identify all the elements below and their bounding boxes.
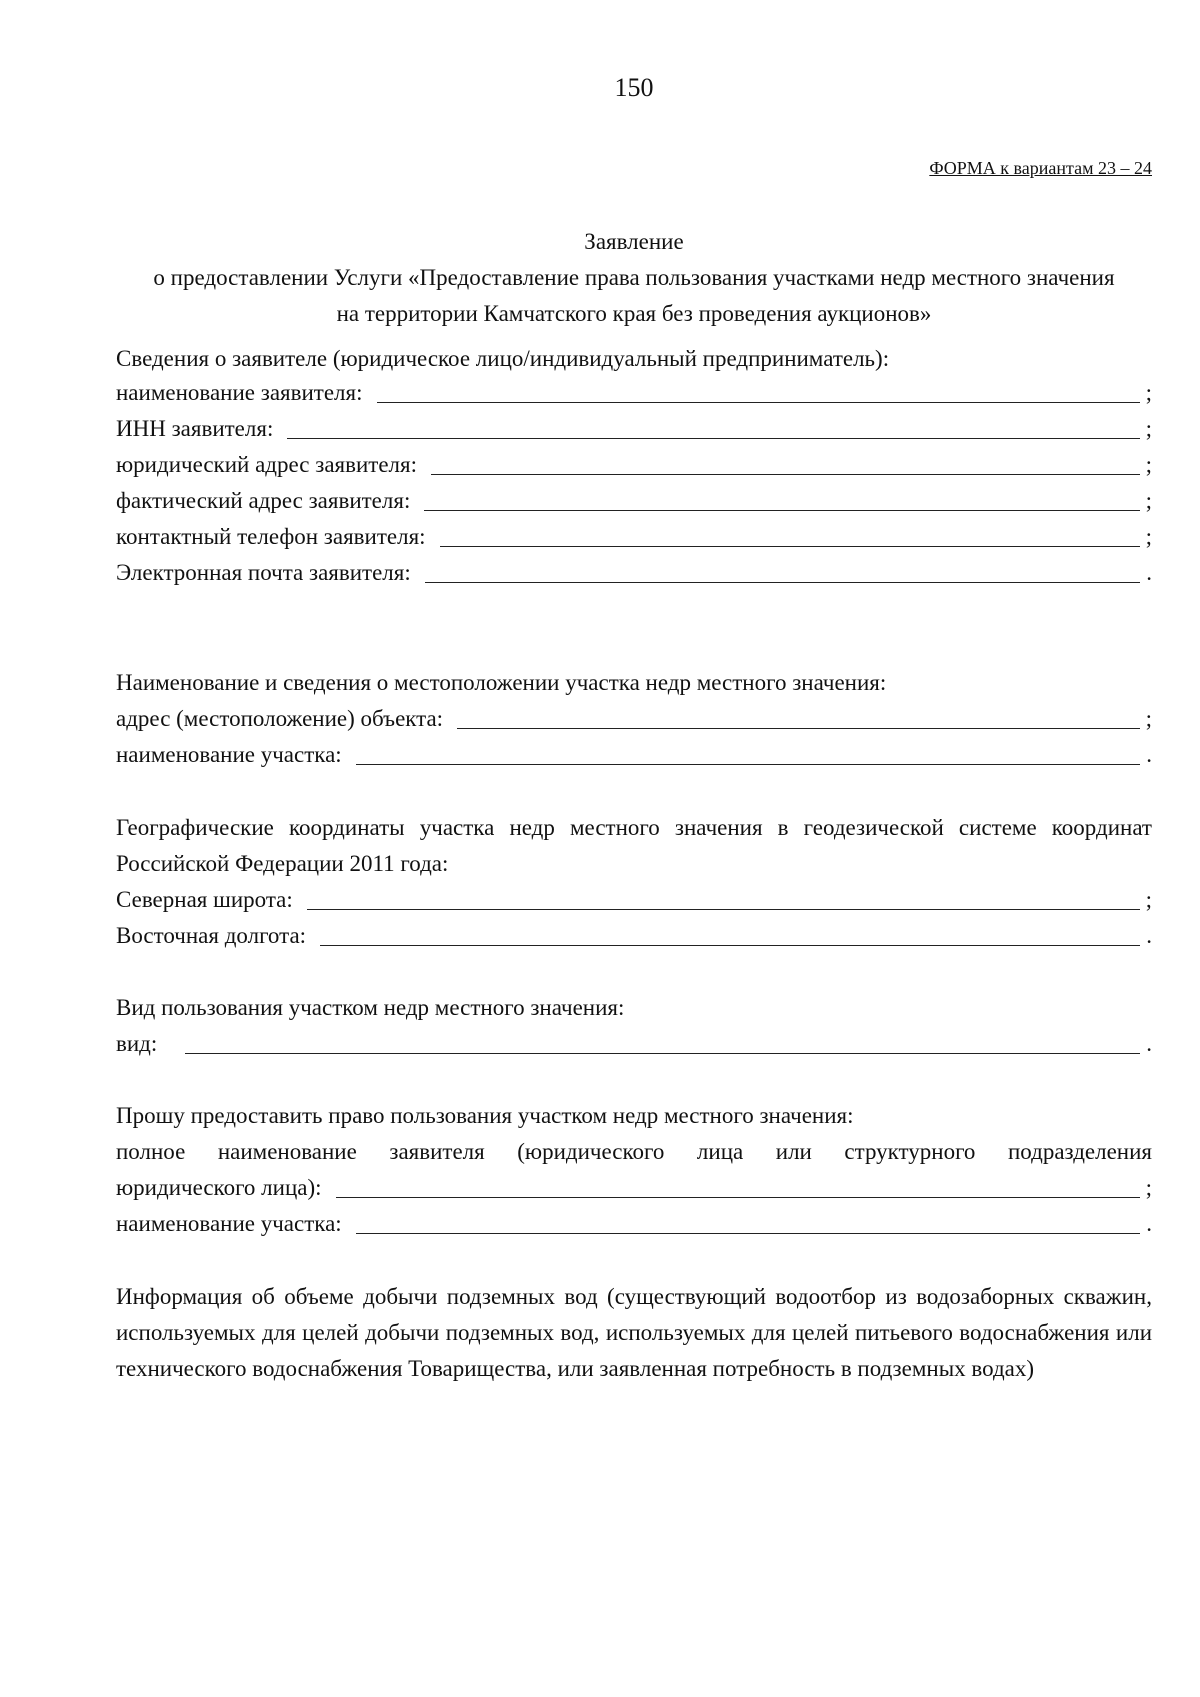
field-end: ; [1145,524,1152,549]
title-line-2: о предоставлении Услуги «Предоставление права пользования участками недр местного значения [153,265,1115,290]
coordinates-heading-line-1: Географические координаты участка недр местного значения в геодезической системе координат [116,815,1152,840]
field-label: фактический адрес заявителя: [116,488,411,513]
request-heading: Прошу предоставить право пользования участком недр местного значения: [116,1103,854,1128]
site-address-field[interactable] [116,701,1152,737]
east-longitude-field[interactable] [116,918,1152,954]
applicant-actual-address-field[interactable] [116,483,1152,519]
field-underline[interactable] [424,509,1140,511]
applicant-email-field[interactable] [116,555,1152,591]
field-end: ; [1145,380,1152,405]
field-underline[interactable] [425,581,1140,583]
field-label: Восточная долгота: [116,923,307,948]
north-latitude-field[interactable] [116,882,1152,918]
applicant-section [116,341,1152,591]
field-underline[interactable] [457,727,1140,729]
field-underline[interactable] [320,944,1140,946]
field-end: ; [1145,416,1152,441]
request-applicant-name-field[interactable] [116,1170,1152,1206]
field-end: . [1146,560,1152,585]
usage-heading: Вид пользования участком недр местного значения: [116,995,625,1020]
site-name-field[interactable] [116,737,1152,773]
site-section [116,665,1152,773]
request-section [116,1098,1152,1242]
field-underline[interactable] [185,1052,1140,1054]
usage-section [116,990,1152,1062]
field-label: наименование участка: [116,742,342,767]
field-label: адрес (местоположение) объекта: [116,706,444,731]
applicant-heading: Сведения о заявителе (юридическое лицо/индивидуальный предприниматель): [116,346,890,371]
field-label: Северная широта: [116,887,293,912]
field-end: . [1146,1031,1152,1056]
document-page [116,0,1152,1697]
page-number: 150 [614,73,654,102]
field-underline[interactable] [431,473,1140,475]
field-label: вид: [116,1031,158,1056]
field-label: наименование заявителя: [116,380,363,405]
applicant-inn-field[interactable] [116,411,1152,447]
coordinates-section [116,810,1152,954]
field-underline[interactable] [356,1232,1140,1234]
applicant-phone-field[interactable] [116,519,1152,555]
field-underline[interactable] [356,763,1140,765]
field-label: юридического лица): [116,1175,322,1200]
applicant-name-field[interactable] [116,375,1152,411]
field-end: . [1146,742,1152,767]
field-end: ; [1145,1175,1152,1200]
field-label: контактный телефон заявителя: [116,524,426,549]
field-underline[interactable] [440,545,1140,547]
field-end: ; [1145,887,1152,912]
field-end: ; [1145,488,1152,513]
field-end: . [1146,923,1152,948]
title-line-1: Заявление [584,229,684,254]
field-underline[interactable] [377,401,1141,403]
field-label: наименование участка: [116,1211,342,1236]
coordinates-heading-line-2: Российской Федерации 2011 года: [116,851,449,876]
field-underline[interactable] [336,1196,1140,1198]
field-end: ; [1145,706,1152,731]
applicant-legal-address-field[interactable] [116,447,1152,483]
field-label: юридический адрес заявителя: [116,452,417,477]
request-full-name-line: полное наименование заявителя (юридического лица или структурного подразделения [116,1139,1152,1164]
usage-type-field[interactable] [116,1026,1152,1062]
document-title [106,224,1162,332]
field-end: ; [1145,452,1152,477]
form-reference: ФОРМА к вариантам 23 – 24 [929,158,1152,178]
request-site-name-field[interactable] [116,1206,1152,1242]
field-underline[interactable] [287,437,1140,439]
field-underline[interactable] [307,908,1140,910]
field-end: . [1146,1211,1152,1236]
water-volume-info-paragraph: Информация об объеме добычи подземных вод (существующий водоотбор из водозаборных скважин, используемых для целей добычи подземных вод, используемых для целей питьевого водоснабжения или технического водоснабжения Товарищества, или заявленная потребность в подземных водах) [116,1284,1152,1381]
field-label: ИНН заявителя: [116,416,274,441]
title-line-3: на территории Камчатского края без проведения аукционов» [336,301,932,326]
field-label: Электронная почта заявителя: [116,560,411,585]
site-heading: Наименование и сведения о местоположении участка недр местного значения: [116,670,887,695]
